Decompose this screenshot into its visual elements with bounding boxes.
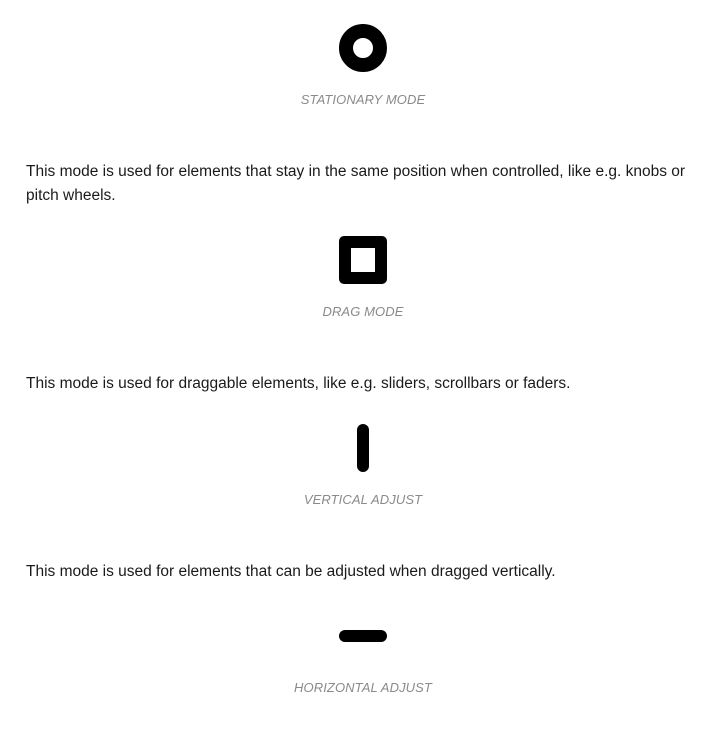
- vertical-adjust-figure: [0, 424, 726, 472]
- drag-mode-figure: [0, 236, 726, 284]
- drag-mode-description: This mode is used for draggable elements, like e.g. sliders, scrollbars or faders.: [26, 375, 571, 392]
- horizontal-bar-icon: [339, 630, 387, 642]
- drag-mode-caption: DRAG MODE: [322, 304, 404, 319]
- vertical-bar-icon: [357, 424, 369, 472]
- horizontal-adjust-figure: [0, 630, 726, 642]
- ring-icon: [339, 24, 387, 72]
- stationary-mode-caption: STATIONARY MODE: [300, 92, 426, 107]
- square-icon: [339, 236, 387, 284]
- stationary-mode-figure: [0, 24, 726, 72]
- horizontal-adjust-caption: HORIZONTAL ADJUST: [294, 680, 432, 695]
- stationary-mode-description: This mode is used for elements that stay in the same position when controlled, like e.g. knobs or pitch wheels.: [26, 163, 686, 204]
- vertical-adjust-description: This mode is used for elements that can be adjusted when dragged vertically.: [26, 563, 556, 580]
- vertical-adjust-caption: VERTICAL ADJUST: [303, 492, 423, 507]
